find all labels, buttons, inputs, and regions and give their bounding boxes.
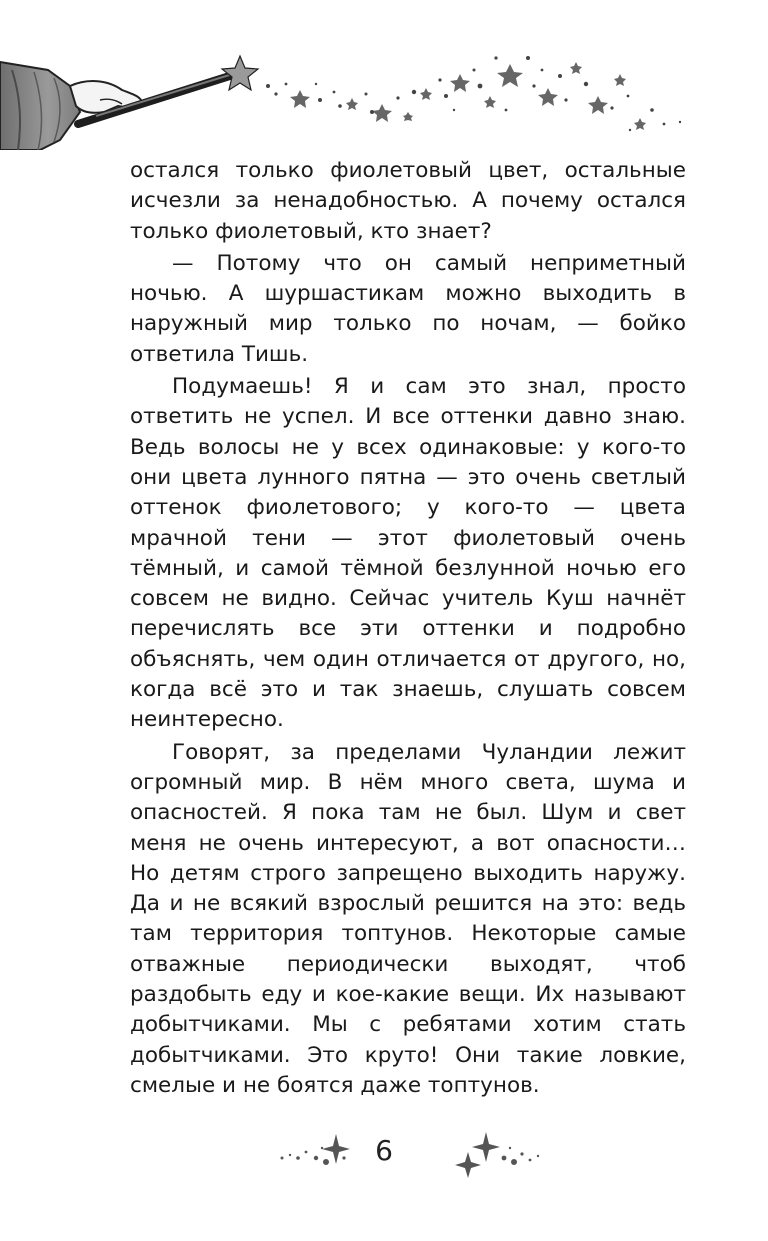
sparkle-dots-icon <box>266 56 681 131</box>
header-wand-illustration <box>0 0 768 150</box>
left-sparkle-icon <box>281 1134 351 1165</box>
page-body-text <box>130 156 686 1101</box>
page-number: 6 <box>375 1134 393 1167</box>
paragraph-1: остался только фиолетовый цвет, остальные исчезли за ненадобностью. А почему остался только фиолетовый, кто знает? <box>130 158 686 244</box>
wand-tip-star-icon <box>222 56 258 90</box>
sleeve-icon <box>0 62 80 150</box>
paragraph-2: — Потому что он самый неприметный ночью. А шуршастикам можно выходить в наружный мир только по ночам, — бойко ответила Тишь. <box>130 250 686 367</box>
paragraph-3: Подумаешь! Я и сам это знал, просто ответить не успел. И все оттенки давно знаю. Ведь волосы не у всех одинаковые: у кого-то они цвета лунного пятна — это очень светлый оттенок фиолетового; у кого-то — цвета мрачной тени — этот фиолетовый очень тёмный, и самой тёмной безлунной ночью его совсем не видно. Сейчас учитель Куш начнёт перечислять все эти оттенки и подробно объяснять, чем один отличается от другого, но, когда всё это и так знаешь, слушать совсем неинтересно. <box>130 374 686 733</box>
right-sparkle-icon <box>455 1132 539 1178</box>
star-trail-icon <box>290 62 646 130</box>
paragraph-4: Говорят, за пределами Чуландии лежит огромный мир. В нём много света, шума и опасностей. Я пока там не был. Шум и свет меня не очень интересуют, а вот опасности… Но детям строго запрещено выходить наружу. Да и не всякий взрослый решится на это: ведь там территория топтунов. Некоторые самые отважные периодически выходят, чтоб раздобыть еду и кое-какие вещи. Их называют добытчиками. Мы с ребятами хотим стать добытчиками. Это круто! Они такие ловкие, смелые и не боятся даже топтунов. <box>130 739 686 1098</box>
